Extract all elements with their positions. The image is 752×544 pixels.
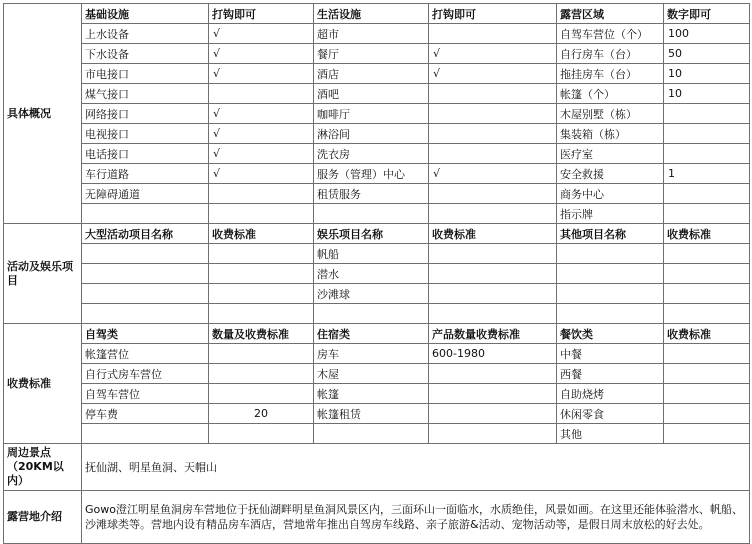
qty-value xyxy=(209,364,314,384)
table-row xyxy=(4,84,750,104)
check-mark xyxy=(209,84,314,104)
zone-count: 100 xyxy=(664,24,750,44)
fee-value xyxy=(429,304,557,324)
col-header-fee: 收费标准 xyxy=(209,224,314,244)
entertainment-item xyxy=(314,304,429,324)
intro-text: Gowo澄江明星鱼洞房车营地位于抚仙湖畔明星鱼洞风景区内，三面环山一面临水，水质绝佳，风景如画。在这里还能体验潜水、帆船、沙滩球类等。营地内设有精品房车酒店，营地常年推出自驾房车线路、亲子旅游&活动、宠物活动等，是假日周末放松的好去处。 xyxy=(82,491,750,544)
col-header-entertainment: 娱乐项目名称 xyxy=(314,224,429,244)
col-header-stay: 住宿类 xyxy=(314,324,429,344)
zone-count: 50 xyxy=(664,44,750,64)
col-header-other: 其他项目名称 xyxy=(557,224,664,244)
table-row xyxy=(4,384,750,404)
zone-count xyxy=(664,144,750,164)
table-row xyxy=(4,344,750,364)
table-row xyxy=(4,144,750,164)
col-header-product: 产品数量收费标准 xyxy=(429,324,557,344)
basic-header-row xyxy=(4,4,750,24)
self-drive-item xyxy=(82,424,209,444)
food-item: 休闲零食 xyxy=(557,404,664,424)
life-item: 酒吧 xyxy=(314,84,429,104)
table-row xyxy=(4,304,750,324)
entertainment-item: 潜水 xyxy=(314,264,429,284)
infra-item: 电话接口 xyxy=(82,144,209,164)
sheet-body xyxy=(4,4,750,544)
fee-value xyxy=(209,244,314,264)
life-item: 咖啡厅 xyxy=(314,104,429,124)
fee-value xyxy=(429,264,557,284)
check-mark: √ xyxy=(429,164,557,184)
life-item: 餐厅 xyxy=(314,44,429,64)
infra-item: 下水设备 xyxy=(82,44,209,64)
zone-count xyxy=(664,204,750,224)
table-row xyxy=(4,404,750,424)
food-item: 自助烧烤 xyxy=(557,384,664,404)
col-header-zone: 露营区域 xyxy=(557,4,664,24)
stay-item: 帐篷租赁 xyxy=(314,404,429,424)
camp-info-sheet xyxy=(3,3,750,544)
stay-item: 木屋 xyxy=(314,364,429,384)
other-item xyxy=(557,284,664,304)
check-mark xyxy=(209,184,314,204)
big-activity-item xyxy=(82,284,209,304)
infra-item: 煤气接口 xyxy=(82,84,209,104)
col-header-check: 打钩即可 xyxy=(429,4,557,24)
table-row xyxy=(4,44,750,64)
col-header-food: 餐饮类 xyxy=(557,324,664,344)
life-item: 服务（管理）中心 xyxy=(314,164,429,184)
zone-item: 集装箱（栋） xyxy=(557,124,664,144)
self-drive-item: 帐篷营位 xyxy=(82,344,209,364)
fee-value xyxy=(429,244,557,264)
col-header-life: 生活设施 xyxy=(314,4,429,24)
col-header-num: 数字即可 xyxy=(664,4,750,24)
infra-item: 市电接口 xyxy=(82,64,209,84)
col-header-fee: 收费标准 xyxy=(664,224,750,244)
zone-item: 医疗室 xyxy=(557,144,664,164)
fee-value xyxy=(664,304,750,324)
fee-value xyxy=(664,424,750,444)
check-mark xyxy=(429,144,557,164)
check-mark: √ xyxy=(209,104,314,124)
fee-value xyxy=(209,304,314,324)
check-mark: √ xyxy=(209,44,314,64)
zone-item: 帐篷（个） xyxy=(557,84,664,104)
check-mark: √ xyxy=(209,144,314,164)
entertainment-item: 沙滩球 xyxy=(314,284,429,304)
section-label-scenery: 周边景点（20KM以内） xyxy=(4,444,82,491)
infra-item: 电视接口 xyxy=(82,124,209,144)
zone-item: 自驾车营位（个） xyxy=(557,24,664,44)
table-row xyxy=(4,364,750,384)
table-row xyxy=(4,104,750,124)
table-row xyxy=(4,64,750,84)
self-drive-item: 停车费 xyxy=(82,404,209,424)
table-row xyxy=(4,204,750,224)
table-row xyxy=(4,24,750,44)
scenery-row xyxy=(4,444,750,491)
zone-count: 1 xyxy=(664,164,750,184)
infra-item: 上水设备 xyxy=(82,24,209,44)
col-header-check: 打钩即可 xyxy=(209,4,314,24)
intro-row xyxy=(4,491,750,544)
infra-item: 无障碍通道 xyxy=(82,184,209,204)
zone-item: 木屋别墅（栋） xyxy=(557,104,664,124)
section-label-fees: 收费标准 xyxy=(4,324,82,444)
zone-count: 10 xyxy=(664,84,750,104)
table-row xyxy=(4,124,750,144)
zone-item: 安全救援 xyxy=(557,164,664,184)
life-item: 超市 xyxy=(314,24,429,44)
other-item xyxy=(557,304,664,324)
qty-value xyxy=(209,384,314,404)
fee-value xyxy=(664,384,750,404)
stay-item xyxy=(314,424,429,444)
life-item xyxy=(314,204,429,224)
life-item: 酒店 xyxy=(314,64,429,84)
check-mark: √ xyxy=(209,64,314,84)
check-mark xyxy=(429,204,557,224)
col-header-big-activity: 大型活动项目名称 xyxy=(82,224,209,244)
fee-value xyxy=(664,364,750,384)
zone-count xyxy=(664,104,750,124)
table-row xyxy=(4,424,750,444)
zone-item: 拖挂房车（台） xyxy=(557,64,664,84)
qty-value: 20 xyxy=(209,404,314,424)
col-header-fee: 收费标准 xyxy=(429,224,557,244)
food-item: 其他 xyxy=(557,424,664,444)
fee-value xyxy=(209,284,314,304)
infra-item xyxy=(82,204,209,224)
check-mark: √ xyxy=(209,124,314,144)
other-item xyxy=(557,244,664,264)
big-activity-item xyxy=(82,264,209,284)
product-value xyxy=(429,404,557,424)
check-mark: √ xyxy=(429,44,557,64)
table-row xyxy=(4,184,750,204)
fees-header-row xyxy=(4,324,750,344)
table-row xyxy=(4,244,750,264)
fee-value xyxy=(664,344,750,364)
stay-item: 房车 xyxy=(314,344,429,364)
section-label-intro: 露营地介绍 xyxy=(4,491,82,544)
section-label-activity: 活动及娱乐项目 xyxy=(4,224,82,324)
col-header-qty: 数量及收费标准 xyxy=(209,324,314,344)
fee-value xyxy=(664,264,750,284)
fee-value xyxy=(429,284,557,304)
check-mark xyxy=(429,24,557,44)
zone-item: 指示牌 xyxy=(557,204,664,224)
fee-value xyxy=(664,284,750,304)
fee-value xyxy=(664,404,750,424)
zone-item: 商务中心 xyxy=(557,184,664,204)
table-row xyxy=(4,164,750,184)
product-value: 600-1980 xyxy=(429,344,557,364)
section-label-basic: 具体概况 xyxy=(4,4,82,224)
check-mark xyxy=(429,124,557,144)
zone-count: 10 xyxy=(664,64,750,84)
check-mark xyxy=(429,84,557,104)
zone-item: 自行房车（台） xyxy=(557,44,664,64)
life-item: 租赁服务 xyxy=(314,184,429,204)
check-mark xyxy=(429,104,557,124)
food-item: 西餐 xyxy=(557,364,664,384)
product-value xyxy=(429,384,557,404)
check-mark: √ xyxy=(209,24,314,44)
food-item: 中餐 xyxy=(557,344,664,364)
fee-value xyxy=(664,244,750,264)
self-drive-item: 自行式房车营位 xyxy=(82,364,209,384)
table-row xyxy=(4,284,750,304)
other-item xyxy=(557,264,664,284)
life-item: 洗衣房 xyxy=(314,144,429,164)
check-mark: √ xyxy=(429,64,557,84)
stay-item: 帐篷 xyxy=(314,384,429,404)
activity-header-row xyxy=(4,224,750,244)
zone-count xyxy=(664,124,750,144)
col-header-infra: 基础设施 xyxy=(82,4,209,24)
zone-count xyxy=(664,184,750,204)
check-mark: √ xyxy=(209,164,314,184)
big-activity-item xyxy=(82,304,209,324)
qty-value xyxy=(209,344,314,364)
infra-item: 车行道路 xyxy=(82,164,209,184)
entertainment-item: 帆船 xyxy=(314,244,429,264)
qty-value xyxy=(209,424,314,444)
col-header-fee: 收费标准 xyxy=(664,324,750,344)
life-item: 淋浴间 xyxy=(314,124,429,144)
big-activity-item xyxy=(82,244,209,264)
infra-item: 网络接口 xyxy=(82,104,209,124)
fee-value xyxy=(209,264,314,284)
check-mark xyxy=(429,184,557,204)
check-mark xyxy=(209,204,314,224)
product-value xyxy=(429,364,557,384)
self-drive-item: 自驾车营位 xyxy=(82,384,209,404)
table-row xyxy=(4,264,750,284)
scenery-text: 抚仙湖、明星鱼洞、天帽山 xyxy=(82,444,750,491)
col-header-self-drive: 自驾类 xyxy=(82,324,209,344)
product-value xyxy=(429,424,557,444)
